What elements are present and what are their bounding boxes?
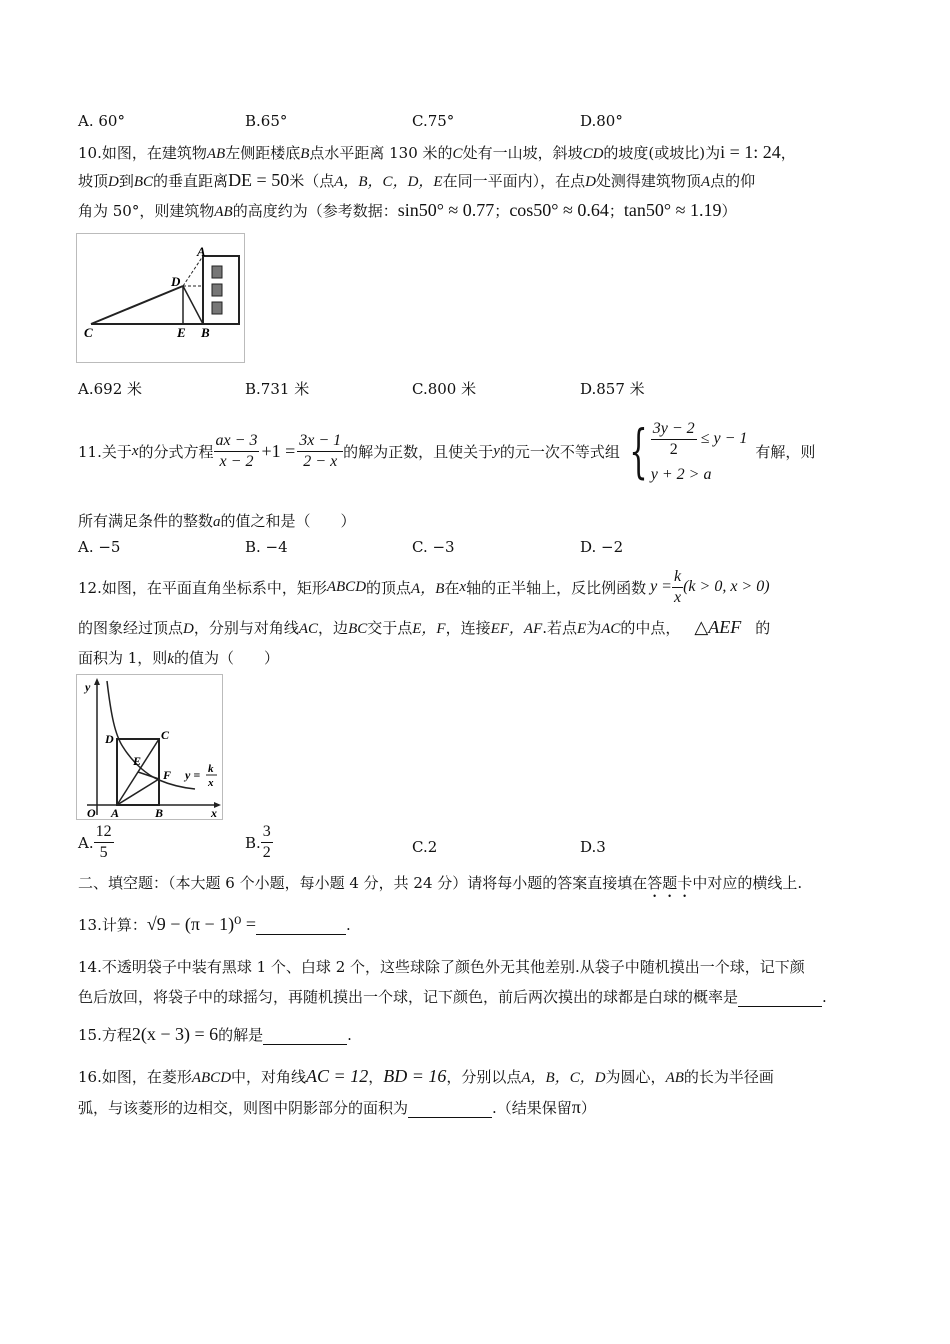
q12-label-c: C (161, 728, 170, 742)
q12-label-b: B (155, 806, 164, 819)
q10-line-2: 坡顶D到BC的垂直距离DE = 50米（点A，B，C，D，E在同一平面内），在点D处测得建筑物顶A点的仰 (78, 170, 756, 190)
q9-option-b: B.65° (245, 112, 288, 130)
q15-answer-blank[interactable] (263, 1026, 347, 1045)
q12-label-fn-k: k (208, 763, 214, 775)
q14-line-1: 14.不透明袋子中装有黑球 1 个、白球 2 个，这些球除了颜色外无其他差别.从袋子中随机摸出一个球，记下颜 (78, 958, 805, 976)
q11-system-brace: { (629, 417, 648, 485)
q10-option-d: D.857 米 (580, 380, 645, 398)
q11-line-1: 11.关于 x 的分式方程 $\frac{ax - 3}{x - 2}$ +1 = $\frac{3x - 1}{2 - x}$ 的解为正数，且使关于 y 的元一次不等式组 { $\frac{3y - 2}{2}$ ≤ y − 1 y + 2 > a 有解，则 (78, 417, 816, 485)
de-value: DE = 50 (228, 170, 290, 190)
q12-line-1: 12.如图，在平面直角坐标系中，矩形 ABCD 的顶点 A，B 在 x 轴的正半轴上，反比例函数 y = $\frac{k}{x}$ (k > 0, x > 0) (78, 567, 770, 606)
q12-option-d: D.3 (580, 838, 606, 856)
q16-line-2: 弧，与该菱形的边相交，则图中阴影部分的面积为 .（结果保留π） (78, 1097, 596, 1117)
q10-label-a: A (197, 244, 206, 259)
q12-option-b: B. $\frac{3}{2}$ (245, 823, 271, 861)
q11-line-2: 所有满足条件的整数a的值之和是（ ） (78, 512, 356, 530)
q12-label-a: A (111, 806, 120, 819)
q12-label-y-axis: y (85, 680, 91, 694)
q11-fraction-2: $\frac{3x - 1}{2 - x}$ (299, 431, 342, 470)
q13-answer-blank[interactable] (256, 916, 346, 935)
q10-label-b: B (201, 325, 210, 340)
q12-label-x-axis: x (211, 806, 217, 819)
q10-option-b: B.731 米 (245, 380, 310, 398)
q10-line-3: 角为 50°，则建筑物AB的高度约为（参考数据：sin50° ≈ 0.77；cos50° ≈ 0.64；tan50° ≈ 1.19） (78, 200, 737, 220)
q10-option-c: C.800 米 (412, 380, 477, 398)
q14-answer-blank[interactable] (738, 988, 822, 1007)
q12-option-c: C.2 (412, 838, 438, 856)
q10-option-a: A.692 米 (78, 380, 142, 398)
q11-inequality-system: $\frac{3y - 2}{2}$ ≤ y − 1 y + 2 > a (650, 419, 748, 483)
q11-option-c: C. −3 (412, 538, 455, 556)
q9-option-d: D.80° (580, 112, 623, 130)
q14-line-2: 色后放回，将袋子中的球摇匀，再随机摸出一个球，记下颜色，前后两次摸出的球都是白球的概率是 . (78, 988, 827, 1006)
slope-ratio: i = 1: 24 (720, 142, 781, 162)
q10-label-d: D (171, 274, 181, 289)
q12-label-e: E (133, 754, 142, 768)
q11-option-a: A. −5 (78, 538, 121, 556)
q10-label-e: E (177, 325, 186, 340)
q11-option-b: B. −4 (245, 538, 288, 556)
q11-fraction-1: $\frac{ax - 3}{x - 2}$ (215, 431, 258, 470)
q15-line: 15.方程2(x − 3) = 6的解是 . (78, 1024, 352, 1044)
q10-figure (76, 233, 245, 363)
q12-line-3: 面积为 1，则k的值为（ ） (78, 649, 279, 667)
q11-option-d: D. −2 (580, 538, 624, 556)
q16-answer-blank[interactable] (408, 1099, 492, 1118)
q12-option-a: A. $\frac{12}{5}$ (78, 823, 112, 861)
q12-label-d: D (105, 732, 114, 746)
q12-label-f: F (163, 768, 172, 782)
q12-label-o: O (87, 806, 96, 819)
q10-line-1: 10.如图，在建筑物AB左侧距楼底B点水平距离 130 米的C处有一山坡，斜坡CD的坡度(或坡比)为i = 1: 24， (78, 142, 796, 162)
q9-option-a: A. 60° (78, 112, 125, 130)
q9-option-c: C.75° (412, 112, 455, 130)
q12-line-2: 的图象经过顶点D，分别与对角线AC，边BC交于点E，F，连接EF，AF.若点E为AC的中点， △AEF 的 (78, 617, 771, 637)
q13-line: 13.计算：√9 − (π − 1)⁰ = . (78, 914, 351, 934)
q16-line-1: 16.如图，在菱形ABCD中，对角线AC = 12，BD = 16，分别以点A，B，C，D为圆心，AB的长为半径画 (78, 1066, 774, 1086)
q12-figure (76, 674, 223, 820)
q12-label-fn-x: x (208, 777, 214, 789)
section-2-heading: 二、填空题：（本大题 6 个小题，每小题 4 分，共 24 分）请将每小题的答案直接填在答题卡中对应的横线上. (78, 874, 803, 892)
q10-label-c: C (84, 325, 93, 340)
q12-label-fn: y = (185, 768, 201, 782)
q12-function-fraction: $\frac{k}{x}$ (673, 567, 682, 606)
